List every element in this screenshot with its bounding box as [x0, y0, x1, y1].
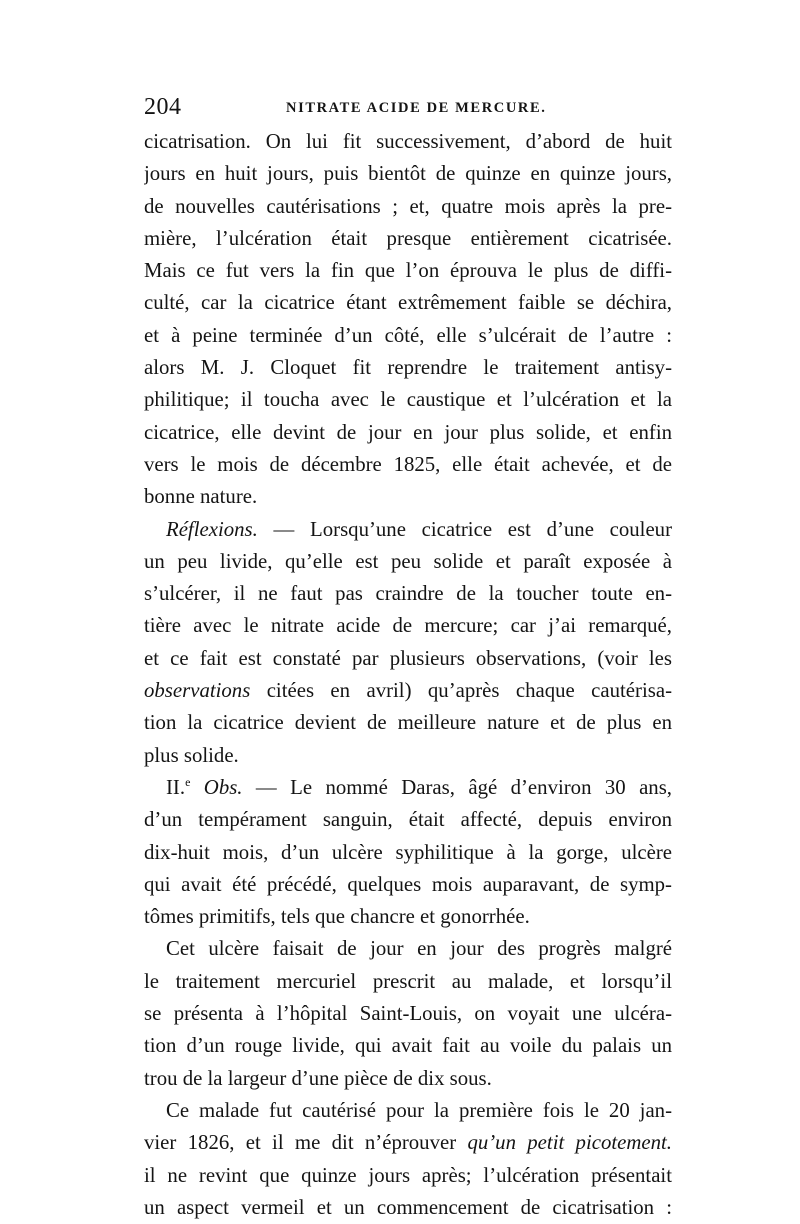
- reflexions-label: Réflexions.: [166, 517, 258, 541]
- text-line: cicatrisation. On lui fit successivement, d’abord de huit: [144, 130, 672, 153]
- observation-heading-line: [144, 772, 672, 804]
- text-line: tion d’un rouge livide, qui avait fait au voile du palais un: [144, 1034, 672, 1058]
- text-line: tière avec le nitrate acide de mercure; car j’ai remarqué,: [144, 614, 672, 638]
- text-line: trou de la largeur d’une pièce de dix sous.: [144, 1066, 492, 1090]
- text-line: d’un tempérament sanguin, était affecté, depuis environ: [144, 808, 672, 832]
- text-line: plus solide.: [144, 743, 239, 767]
- page-header: [144, 94, 672, 122]
- observations-word: observations: [144, 679, 251, 703]
- text-line: cicatrice, elle devint de jour en jour plus solide, et enfin: [144, 420, 672, 444]
- text-line: qui avait été précédé, quelques mois auparavant, de symp-: [144, 872, 672, 896]
- text-segment: vier 1826, et il me dit n’éprouver: [144, 1131, 468, 1155]
- italic-phrase: qu’un petit picotement.: [467, 1131, 672, 1155]
- text-line: alors M. J. Cloquet fit reprendre le traitement antisy-: [144, 356, 672, 380]
- observation-label: Obs.: [190, 775, 243, 799]
- text-line: le traitement mercuriel prescrit au malade, et lorsqu’il: [144, 969, 672, 993]
- text-line: [144, 1127, 672, 1159]
- page-number: 204: [144, 94, 182, 120]
- text-line: de nouvelles cautérisations ; et, quatre mois après la pre-: [144, 194, 672, 218]
- text-line: et ce fait est constaté par plusieurs observations, (voir les: [144, 646, 672, 670]
- text-line: culté, car la cicatrice étant extrêmement faible se déchira,: [144, 291, 672, 315]
- text-line: jours en huit jours, puis bientôt de quinze en quinze jours,: [144, 162, 672, 186]
- text-segment: citées en avril) qu’après chaque cautérisa-: [250, 679, 672, 703]
- text-line: philitique; il toucha avec le caustique et l’ulcération et la: [144, 388, 672, 412]
- text-line: vers le mois de décembre 1825, elle était achevée, et de: [144, 452, 672, 476]
- reflexions-text: — Lorsqu’une cicatrice est d’une couleur: [257, 517, 672, 541]
- text-segment: — Le nommé Daras, âgé d’environ 30 ans,: [242, 775, 672, 799]
- text-line: il ne revint que quinze jours après; l’ulcération présentait: [144, 1163, 672, 1187]
- text-line: un peu livide, qu’elle est peu solide et paraît exposée à: [144, 549, 672, 573]
- reflexions-first-line: [144, 514, 672, 546]
- text-line: tômes primitifs, tels que chancre et gonorrhée.: [144, 905, 530, 929]
- text-line: se présenta à l’hôpital Saint-Louis, on voyait une ulcéra-: [144, 1002, 672, 1026]
- text-line: mière, l’ulcération était presque entièrement cicatrisée.: [144, 226, 672, 250]
- text-line: et à peine terminée d’un côté, elle s’ulcérait de l’autre :: [144, 323, 672, 347]
- text-line: s’ulcérer, il ne faut pas craindre de la toucher toute en-: [144, 582, 672, 606]
- text-line: [144, 675, 672, 707]
- text-line: tion la cicatrice devient de meilleure nature et de plus en: [144, 711, 672, 735]
- text-line: Ce malade fut cautérisé pour la première fois le 20 jan-: [166, 1098, 672, 1122]
- text-line: Mais ce fut vers la fin que l’on éprouva le plus de diffi-: [144, 259, 672, 283]
- body-text: [144, 126, 672, 1224]
- text-line: bonne nature.: [144, 485, 258, 509]
- text-line: Cet ulcère faisait de jour en jour des progrès malgré: [166, 937, 672, 961]
- text-line: un aspect vermeil et un commencement de cicatrisation :: [144, 1195, 672, 1219]
- observation-superscript: e: [185, 775, 191, 790]
- running-title: NITRATE ACIDE DE MERCURE.: [286, 100, 547, 116]
- text-line: dix-huit mois, d’un ulcère syphilitique à la gorge, ulcère: [144, 840, 672, 864]
- observation-numeral: II.: [166, 775, 186, 799]
